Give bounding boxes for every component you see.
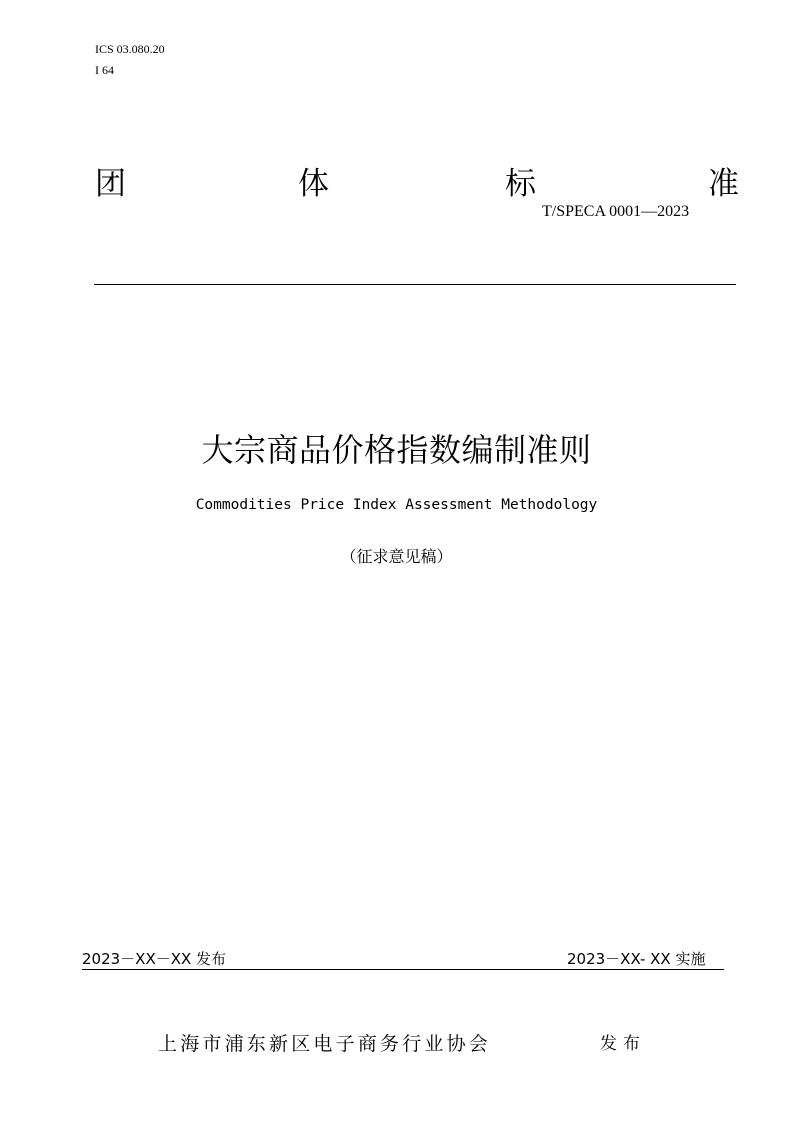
standard-type-char: 体 bbox=[298, 166, 329, 202]
issue-date: 2023－XX－XX 发布 bbox=[82, 950, 227, 968]
implementation-date: 2023－XX- XX 实施 bbox=[567, 950, 706, 968]
publisher-organization: 上海市浦东新区电子商务行业协会 bbox=[158, 1033, 492, 1055]
standard-type-char: 团 bbox=[95, 166, 126, 202]
header-divider bbox=[94, 284, 736, 285]
footer-divider bbox=[82, 969, 724, 970]
standard-type-char: 准 bbox=[708, 166, 739, 202]
draft-status-note: （征求意见稿） bbox=[340, 547, 453, 566]
document-title-english: Commodities Price Index Assessment Methodology bbox=[195, 497, 598, 513]
document-title-chinese: 大宗商品价格指数编制准则 bbox=[201, 431, 592, 469]
standard-type-char: 标 bbox=[505, 166, 536, 202]
standard-number: T/SPECA 0001—2023 bbox=[542, 203, 690, 220]
ccs-classification: I 64 bbox=[95, 63, 114, 77]
publisher-action: 发布 bbox=[600, 1034, 646, 1054]
ics-classification: ICS 03.080.20 bbox=[95, 42, 165, 56]
